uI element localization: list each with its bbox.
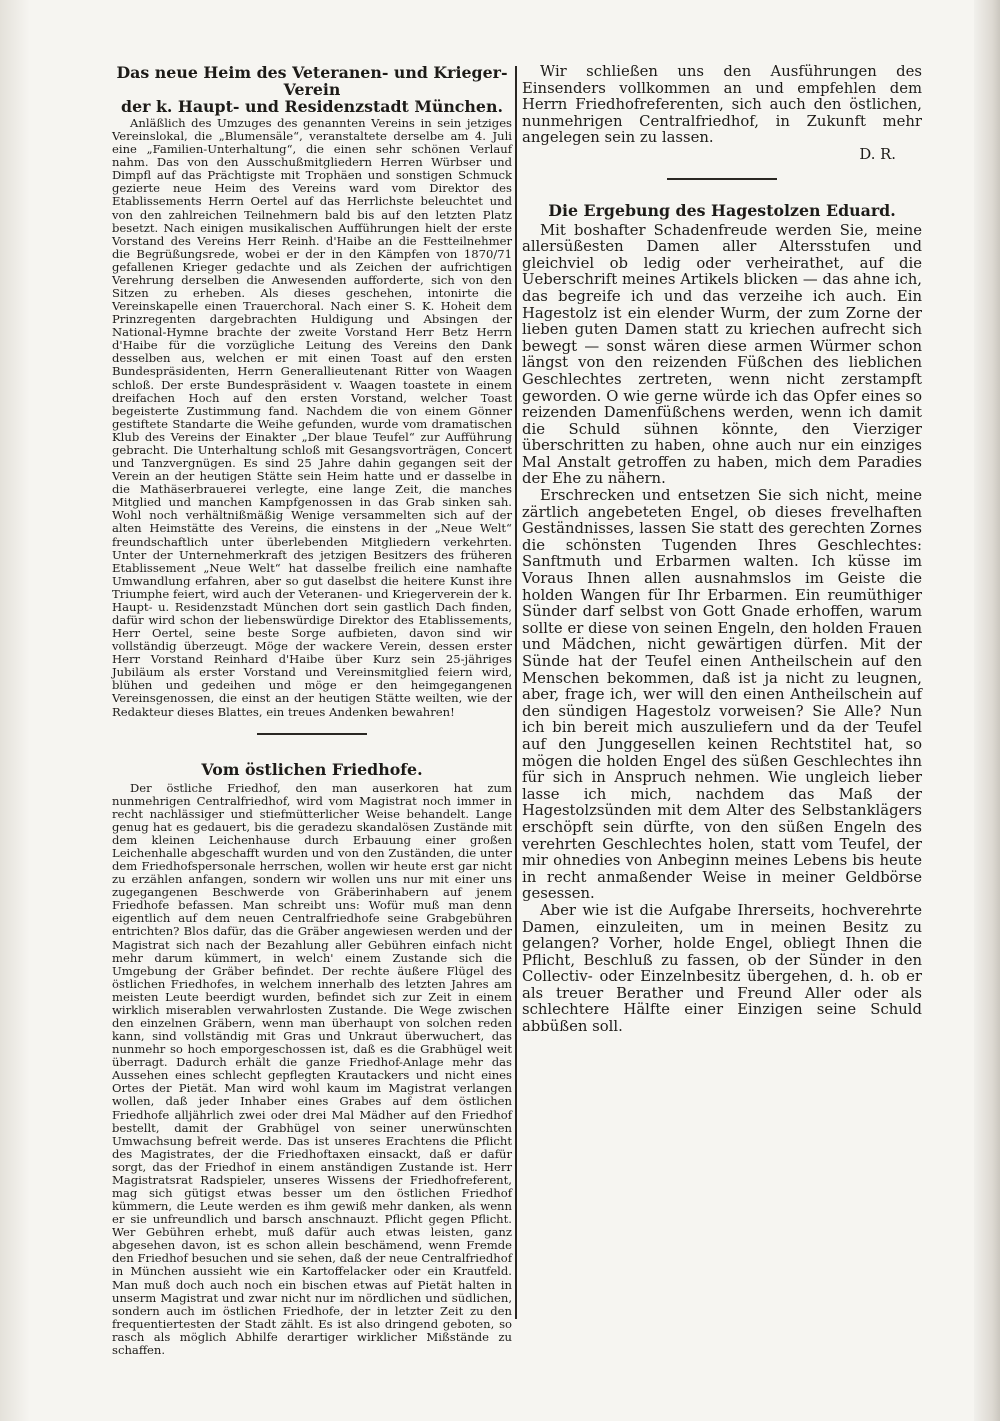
cemetery-article-title: Vom östlichen Friedhofe. <box>201 759 423 779</box>
cemetery-article-editor-note: Wir schließen uns den Ausführungen des Einsenders vollkommen an und empfehlen dem Herrn Friedhofreferenten, sich auch den östlichen, nunmehrigen Centralfriedhof, in Zukunft mehr angelegen sein zu lassen. <box>522 63 922 147</box>
page-edge-left <box>0 0 30 1421</box>
right-column <box>522 64 922 1036</box>
cemetery-article-signature-line <box>522 147 922 164</box>
veterans-article-title-line1: Das neue Heim des Veteranen- und Krieger-Verein <box>116 63 508 99</box>
section-divider <box>667 178 777 180</box>
column-divider <box>515 66 517 1319</box>
bachelor-article-paragraph: Aber wie ist die Aufgabe Ihrerseits, hochverehrte Damen, einzuleiten, um in meinen Besitz zu gelangen? Vorher, holde Engel, obliegt Ihnen die Pflicht, Beschluß zu fassen, ob der Sünder in den Collectiv- oder Einzelnbesitz übergehen, d. h. ob er als treuer Berather und Freund Aller oder als schlechtere Hälfte einer Einzigen seine Schuld abbüßen soll. <box>522 901 922 1036</box>
bachelor-article-title: Die Ergebung des Hagestolzen Eduard. <box>548 200 896 220</box>
page-edge-right <box>974 0 1000 1421</box>
veterans-article-title-line2: der k. Haupt- und Residenzstadt München. <box>121 97 503 116</box>
bachelor-article-paragraph: Erschrecken und entsetzen Sie sich nicht, meine zärtlich angebeteten Engel, ob dieses frevelhaften Geständnisses, lassen Sie statt des gerechten Zornes die schönsten Tugenden Ihres Geschlechtes: Sanftmuth und Erbarmen walten. Ich küsse im Voraus Ihnen allen ausnahmslos im Geiste die holden Wangen für Ihr Erbarmen. Ein reumüthiger Sünder darf selbst von Gott Gnade erhoffen, warum sollte er diese von seinen Engeln, den holden Frauen und Mädchen, nicht gewärtigen dürfen. Mit der Sünde hat der Teufel einen Antheilschein auf den Menschen bekommen, daß ist ja nicht zu leugnen, aber, frage ich, wer will den einen Antheilschein auf den sündigen Hagestolz vorweisen? Sie Alle? Nun ich bin bereit mich auszuliefern und da der Teufel auf den Junggesellen keinen Rechtstitel hat, so mögen die holden Engel des süßen Geschlechtes ihn für sich in Anspruch nehmen. Wie ungleich lieber lasse ich mich, nachdem das Maß der Hagestolzsünden mit dem Alter des Selbstanklägers erschöpft sein dürfte, von den süßen Engeln des verehrten Geschlechtes holen, statt vom Teufel, der mir ohnedies von Anbeginn meines Lebens bis heute in recht anmaßender Weise in meiner Geldbörse gesessen. <box>522 487 922 903</box>
veterans-article-paragraph: Anläßlich des Umzuges des genannten Vereins in sein jetziges Vereinslokal, die „Blumensäle“, veranstaltete derselbe am 4. Juli eine „Familien-Unterhaltung“, die einen sehr schönen Verlauf nahm. Das von den Ausschußmitgliedern Herren Würbser und Dimpfl auf das Prächtigste mit Trophäen und sonstigen Schmuck gezierte neue Heim des Vereins ward vom Direktor des Etablissements Herrn Oertel auf das Herrlichste beleuchtet und von den zahlreichen Teilnehmern bald bis auf den letzten Platz besetzt. Nach einigen musikalischen Aufführungen hielt der erste Vorstand des Vereins Herr Reinh. d'Haibe an die Festteilnehmer die Begrüßungsrede, wobei er der in den Kämpfen von 1870/71 gefallenen Krieger gedachte und als Zeichen der aufrichtigen Verehrung derselben die Anwesenden aufforderte, sich von den Sitzen zu erheben. Als dieses geschehen, intonirte die Vereinskapelle einen Trauerchoral. Nach einer S. K. Hoheit dem Prinzregenten dargebrachten Huldigung und Absingen der National-Hymne brachte der zweite Vorstand Herr Betz Herrn d'Haibe für die vorzügliche Leitung des Vereins den Dank desselben aus, welchen er mit einen Toast auf den ersten Bundespräsidenten, Herrn Generallieutenant Ritter von Waagen schloß. Der erste Bundespräsident v. Waagen toastete in einem dreifachen Hoch auf den ersten Vorstand, welcher Toast begeisterte Zustimmung fand. Nachdem die von einem Gönner gestiftete Standarte die Weihe gefunden, wurde vom dramatischen Klub des Vereins der Einakter „Der blaue Teufel“ zur Aufführung gebracht. Die Unterhaltung schloß mit Gesangsvorträgen, Concert und Tanzvergnügen. Es sind 25 Jahre dahin gegangen seit der Verein an der heutigen Stätte sein Heim hatte und er dasselbe in die Mathäserbrauerei verlegte, eine lange Zeit, die manches Mitglied und manchen Kampfgenossen in das Grab sinken sah. Wohl noch verhältnißmäßig Wenige versammelten sich auf der alten Heimstätte des Vereins, die einstens in der „Neue Welt“ freundschaftlich unter überlebenden Mitgliedern verkehrten. Unter der Unternehmerkraft des jetzigen Besitzers des früheren Etablissement „Neue Welt“ hat dasselbe freilich eine namhafte Umwandlung erfahren, aber so gut daselbst die heitere Kunst ihre Triumphe feiert, wird auch der Veteranen- und Kriegerverein der k. Haupt- u. Residenzstadt München dort sein gastlich Dach finden, dafür wird schon der liebenswürdige Direktor des Etablissements, Herr Oertel, seine beste Sorge aufbieten, davon sind wir vollständig überzeugt. Möge der wackere Verein, dessen erster Herr Vorstand Reinhard d'Haibe über Kurz sein 25-jähriges Jubiläum als erster Vorstand und Vereinsmitglied feiern wird, blühen und gedeihen und möge er den heimgegangenen Vereinsgenossen, die einst an der heutigen Stätte weilten, wie der Redakteur dieses Blattes, ein treues Andenken bewahren! <box>112 116 512 719</box>
bachelor-article-paragraph: Mit boshafter Schadenfreude werden Sie, meine allersüßesten Damen aller Altersstufen und gleichviel ob ledig oder verheirathet, auf die Ueberschrift meines Artikels blicken — das ahne ich, das begreife ich und das verzeihe ich auch. Ein Hagestolz ist ein elender Wurm, der zum Zorne der lieben guten Damen statt zu kriechen aufrecht sich bewegt — sonst wären diese armen Würmer schon längst von den reizenden Füßchen des lieblichen Geschlechtes zertreten, wenn nicht zerstampft geworden. O wie gerne würde ich das Opfer eines so reizenden Damenfüßchens werden, wenn ich damit die Schuld sühnen könnte, den Vierziger überschritten zu haben, ohne auch nur ein einziges Mal Anstalt getroffen zu haben, mich dem Paradies der Ehe zu nähern. <box>522 221 922 488</box>
section-divider <box>257 733 367 735</box>
cemetery-article-signature: D. R. <box>859 145 896 163</box>
left-column <box>112 64 512 1357</box>
cemetery-article-paragraph: Der östliche Friedhof, den man auserkoren hat zum nunmehrigen Centralfriedhof, wird vom Magistrat noch immer in recht nachlässiger und stiefmütterlicher Weise behandelt. Lange genug hat es gedauert, bis die geradezu skandalösen Zustände mit dem kleinen Leichenhause durch Erbauung einer großen Leichenhalle abgeschafft wurden und von den Zuständen, die unter dem Friedhofspersonale herrschen, wollen wir heute erst gar nicht zu erzählen anfangen, sondern wir wollen uns nur mit einer uns zugegangenen Beschwerde von Gräberinhabern auf jenem Friedhofe befassen. Man schreibt uns: Wofür muß man denn eigentlich auf dem neuen Centralfriedhofe seine Grabgebühren entrichten? Blos dafür, das die Gräber angewiesen werden und der Magistrat sich nach der Bezahlung aller Gebühren einfach nicht mehr darum kümmert, in welch' einem Zustande sich die Umgebung der Gräber befindet. Der rechte äußere Flügel des östlichen Friedhofes, in welchem innerhalb des letzten Jahres am meisten Leute beerdigt wurden, befindet sich zur Zeit in einem wirklich miserablen verwahrlosten Zustande. Die Wege zwischen den einzelnen Gräbern, wenn man überhaupt von solchen reden kann, sind vollständig mit Gras und Unkraut überwuchert, das nunmehr so hoch emporgeschossen ist, daß es die Grabhügel weit überragt. Dadurch erhält die ganze Friedhof-Anlage mehr das Aussehen eines schlecht gepflegten Krautackers und nicht eines Ortes der Pietät. Man wird wohl kaum im Magistrat verlangen wollen, daß jeder Inhaber eines Grabes auf dem östlichen Friedhofe alljährlich zwei oder drei Mal Mädher auf den Friedhof bestellt, damit der Grabhügel von seiner unerwünschten Umwachsung befreit werde. Das ist unseres Erachtens die Pflicht des Magistrates, der die Friedhoftaxen einsackt, daß er dafür sorgt, das der Friedhof in einem anständigen Zustande ist. Herr Magistratsrat Radspieler, unseres Wissens der Friedhofreferent, mag sich gütigst etwas besser um den östlichen Friedhof kümmern, die Leute werden es ihm gewiß mehr danken, als wenn er sie unfreundlich und barsch anschnauzt. Pflicht gegen Pflicht. Wer Gebühren erhebt, muß dafür auch etwas leisten, ganz abgesehen davon, ist es schon allein beschämend, wenn Fremde den Friedhof besuchen und sie sehen, daß der neue Centralfriedhof in München aussieht wie ein Kartoffelacker oder ein Krautfeld. Man muß doch auch noch ein bischen etwas auf Pietät halten in unserm Magistrat und zwar nicht nur im nördlichen und südlichen, sondern auch im östlichen Friedhofe, der in letzter Zeit zu den frequentiertesten der Stadt zählt. Es ist also dringend geboten, so rasch als möglich Abhilfe derartiger wirklicher Mißstände zu schaffen. <box>112 780 512 1357</box>
